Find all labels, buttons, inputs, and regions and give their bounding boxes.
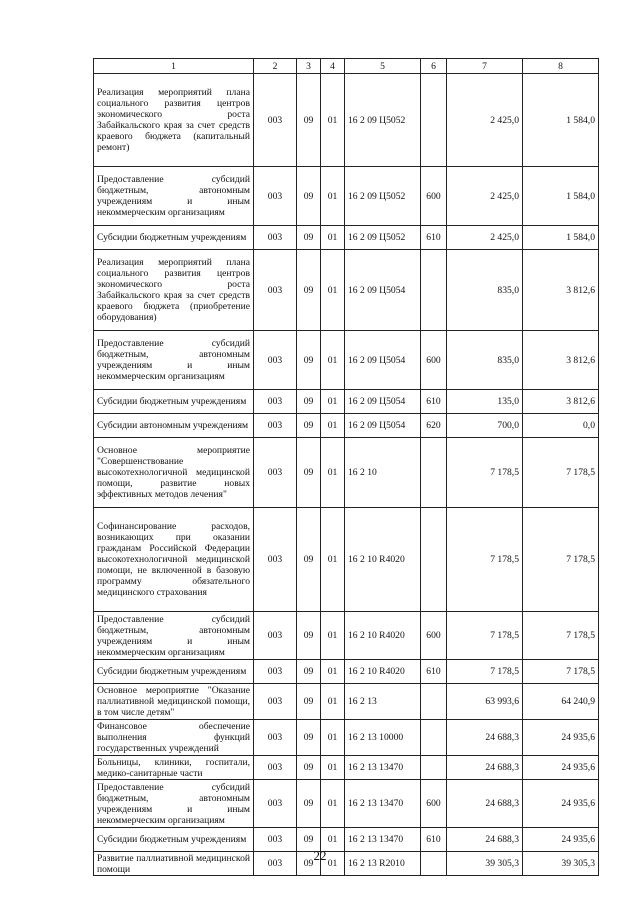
table-row [94,660,599,684]
table-row [94,438,599,508]
target-article-code: 16 2 10 [345,438,421,508]
row-name: Предоставление субсидий бюджетным, автономным учреждениям и иным некоммерческим организациям [94,331,254,390]
row-name: Субсидии автономным учреждениям [94,414,254,438]
subsection-code: 01 [321,684,345,720]
section-code: 09 [297,250,321,331]
amount-year-2: 1 584,0 [523,167,599,226]
admin-code: 003 [254,167,297,226]
column-header: 5 [345,59,421,74]
subsection-code: 01 [321,756,345,780]
table-row [94,414,599,438]
column-header: 8 [523,59,599,74]
subsection-code: 01 [321,226,345,250]
expense-type-code [421,438,447,508]
amount-year-1: 7 178,5 [447,438,523,508]
section-code: 09 [297,852,321,876]
section-code: 09 [297,508,321,612]
amount-year-1: 7 178,5 [447,508,523,612]
target-article-code: 16 2 13 13470 [345,780,421,828]
subsection-code: 01 [321,74,345,167]
admin-code: 003 [254,684,297,720]
amount-year-2: 24 935,6 [523,720,599,756]
amount-year-1: 835,0 [447,331,523,390]
amount-year-1: 24 688,3 [447,780,523,828]
admin-code: 003 [254,612,297,660]
admin-code: 003 [254,660,297,684]
subsection-code: 01 [321,167,345,226]
amount-year-2: 1 584,0 [523,74,599,167]
section-code: 09 [297,720,321,756]
admin-code: 003 [254,74,297,167]
admin-code: 003 [254,390,297,414]
row-name: Реализация мероприятий плана социального развития центров экономического роста Забайкальского края за счет средств краевого бюджета (приобретение оборудования) [94,250,254,331]
row-name: Больницы, клиники, госпитали, медико-санитарные части [94,756,254,780]
column-header: 4 [321,59,345,74]
admin-code: 003 [254,828,297,852]
subsection-code: 01 [321,720,345,756]
admin-code: 003 [254,756,297,780]
row-name: Предоставление субсидий бюджетным, автономным учреждениям и иным некоммерческим организациям [94,780,254,828]
subsection-code: 01 [321,250,345,331]
expense-type-code: 600 [421,780,447,828]
subsection-code: 01 [321,414,345,438]
amount-year-2: 39 305,3 [523,852,599,876]
table-row [94,226,599,250]
table-row [94,780,599,828]
table-body [94,74,599,876]
row-name: Основное мероприятие "Оказание паллиативной медицинской помощи, в том числе детям" [94,684,254,720]
amount-year-1: 7 178,5 [447,612,523,660]
subsection-code: 01 [321,660,345,684]
table-row [94,250,599,331]
amount-year-1: 39 305,3 [447,852,523,876]
subsection-code: 01 [321,508,345,612]
target-article-code: 16 2 10 R4020 [345,508,421,612]
column-header: 3 [297,59,321,74]
table-row [94,74,599,167]
expense-type-code [421,684,447,720]
section-code: 09 [297,780,321,828]
section-code: 09 [297,167,321,226]
admin-code: 003 [254,508,297,612]
amount-year-1: 2 425,0 [447,74,523,167]
admin-code: 003 [254,852,297,876]
amount-year-2: 3 812,6 [523,250,599,331]
amount-year-1: 835,0 [447,250,523,331]
admin-code: 003 [254,250,297,331]
target-article-code: 16 2 09 Ц5052 [345,226,421,250]
expense-type-code: 600 [421,612,447,660]
row-name: Реализация мероприятий плана социального развития центров экономического роста Забайкальского края за счет средств краевого бюджета (капитальный ремонт) [94,74,254,167]
target-article-code: 16 2 13 13470 [345,828,421,852]
row-name: Финансовое обеспечение выполнения функций государственных учреждений [94,720,254,756]
row-name: Субсидии бюджетным учреждениям [94,226,254,250]
column-header: 1 [94,59,254,74]
target-article-code: 16 2 13 [345,684,421,720]
amount-year-2: 3 812,6 [523,390,599,414]
section-code: 09 [297,226,321,250]
target-article-code: 16 2 09 Ц5054 [345,414,421,438]
admin-code: 003 [254,780,297,828]
page-number: 22 [313,848,327,863]
section-code: 09 [297,612,321,660]
expense-type-code: 610 [421,226,447,250]
amount-year-2: 64 240,9 [523,684,599,720]
table-row [94,167,599,226]
target-article-code: 16 2 10 R4020 [345,660,421,684]
expense-type-code: 610 [421,660,447,684]
target-article-code: 16 2 09 Ц5054 [345,250,421,331]
admin-code: 003 [254,720,297,756]
section-code: 09 [297,390,321,414]
expense-type-code: 610 [421,828,447,852]
admin-code: 003 [254,414,297,438]
target-article-code: 16 2 13 10000 [345,720,421,756]
subsection-code: 01 [321,612,345,660]
expense-type-code [421,508,447,612]
expense-type-code [421,250,447,331]
section-code: 09 [297,438,321,508]
table-header-row [94,59,599,74]
subsection-code: 01 [321,828,345,852]
row-name: Субсидии бюджетным учреждениям [94,660,254,684]
table-row [94,720,599,756]
section-code: 09 [297,331,321,390]
table-row [94,612,599,660]
amount-year-1: 24 688,3 [447,720,523,756]
target-article-code: 16 2 09 Ц5054 [345,331,421,390]
row-name: Предоставление субсидий бюджетным, автономным учреждениям и иным некоммерческим организациям [94,167,254,226]
section-code: 09 [297,684,321,720]
amount-year-2: 1 584,0 [523,226,599,250]
section-code: 09 [297,74,321,167]
admin-code: 003 [254,438,297,508]
amount-year-2: 7 178,5 [523,438,599,508]
section-code: 09 [297,414,321,438]
amount-year-1: 24 688,3 [447,756,523,780]
subsection-code: 01 [321,438,345,508]
amount-year-1: 2 425,0 [447,167,523,226]
section-code: 09 [297,756,321,780]
subsection-code: 01 [321,331,345,390]
column-header: 6 [421,59,447,74]
row-name: Софинансирование расходов, возникающих при оказании гражданам Российской Федерации высокотехнологичной медицинской помощи, не включенной в базовую программу обязательного медицинского страхования [94,508,254,612]
subsection-code: 01 [321,390,345,414]
expense-type-code: 600 [421,167,447,226]
amount-year-1: 24 688,3 [447,828,523,852]
subsection-code: 01 [321,780,345,828]
section-code: 09 [297,828,321,852]
table-row [94,756,599,780]
table-row [94,390,599,414]
row-name: Основное мероприятие "Совершенствование высокотехнологичной медицинской помощи, развитие новых эффективных методов лечения" [94,438,254,508]
amount-year-1: 7 178,5 [447,660,523,684]
expense-type-code [421,74,447,167]
amount-year-2: 7 178,5 [523,508,599,612]
target-article-code: 16 2 13 13470 [345,756,421,780]
target-article-code: 16 2 09 Ц5052 [345,74,421,167]
target-article-code: 16 2 13 R2010 [345,852,421,876]
amount-year-2: 7 178,5 [523,612,599,660]
amount-year-2: 24 935,6 [523,828,599,852]
amount-year-1: 700,0 [447,414,523,438]
amount-year-1: 2 425,0 [447,226,523,250]
amount-year-2: 24 935,6 [523,780,599,828]
row-name: Предоставление субсидий бюджетным, автономным учреждениям и иным некоммерческим организациям [94,612,254,660]
amount-year-1: 135,0 [447,390,523,414]
amount-year-2: 7 178,5 [523,660,599,684]
target-article-code: 16 2 09 Ц5052 [345,167,421,226]
row-name: Субсидии бюджетным учреждениям [94,390,254,414]
expense-type-code [421,720,447,756]
subsection-code: 01 [321,852,345,876]
budget-table [93,58,599,876]
target-article-code: 16 2 09 Ц5054 [345,390,421,414]
table-row [94,684,599,720]
amount-year-2: 24 935,6 [523,756,599,780]
admin-code: 003 [254,331,297,390]
column-header: 2 [254,59,297,74]
amount-year-2: 0,0 [523,414,599,438]
admin-code: 003 [254,226,297,250]
table-row [94,508,599,612]
row-name: Развитие паллиативной медицинской помощи [94,852,254,876]
expense-type-code: 600 [421,331,447,390]
column-header: 7 [447,59,523,74]
expense-type-code: 610 [421,390,447,414]
table-row [94,331,599,390]
amount-year-1: 63 993,6 [447,684,523,720]
expense-type-code [421,756,447,780]
expense-type-code: 620 [421,414,447,438]
target-article-code: 16 2 10 R4020 [345,612,421,660]
row-name: Субсидии бюджетным учреждениям [94,828,254,852]
section-code: 09 [297,660,321,684]
amount-year-2: 3 812,6 [523,331,599,390]
